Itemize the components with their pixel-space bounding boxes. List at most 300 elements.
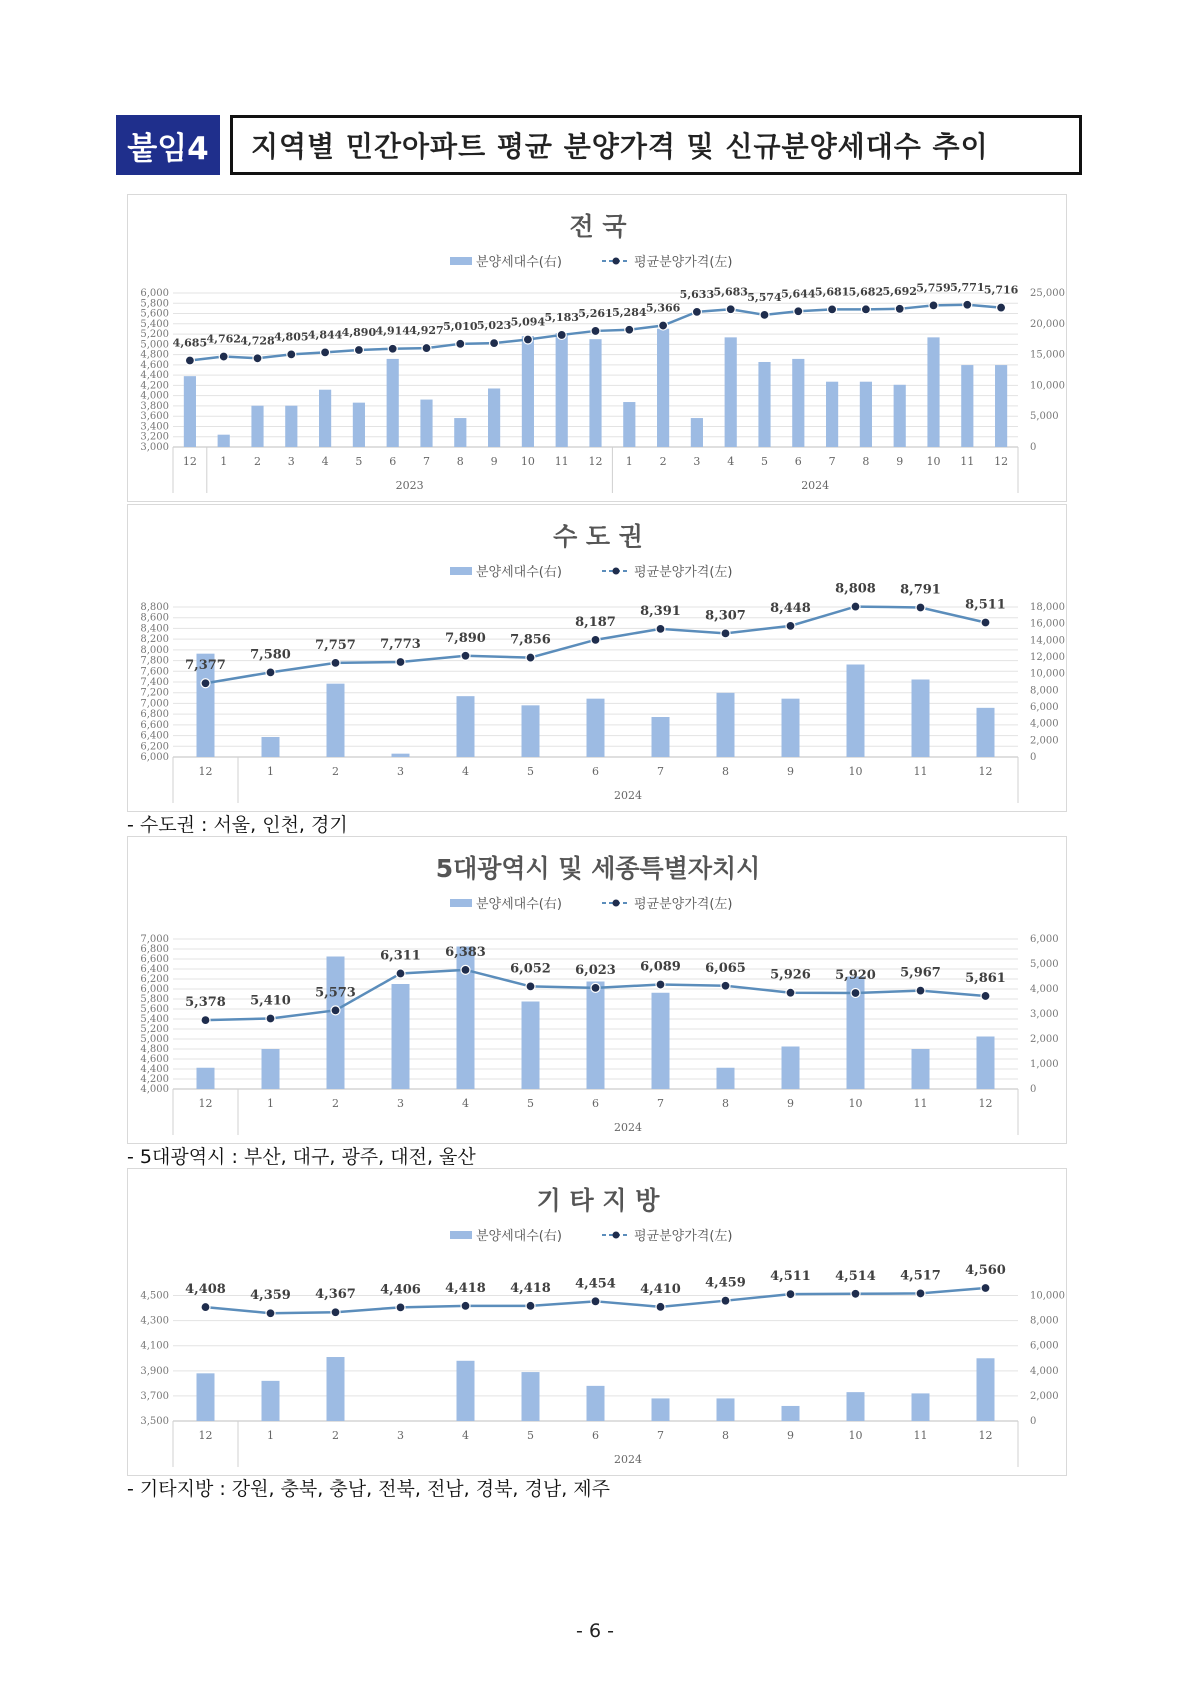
bar: [522, 1002, 540, 1090]
bar: [717, 1068, 735, 1089]
line-point: [591, 635, 600, 644]
x-tick-label: 12: [198, 1429, 213, 1442]
bar: [587, 699, 605, 757]
bar: [522, 336, 534, 447]
x-tick-label: 9: [896, 455, 904, 468]
x-tick-label: 3: [397, 1429, 404, 1442]
note-other: - 기타지방 : 강원, 충북, 충남, 전북, 전남, 경북, 경남, 제주: [127, 1478, 611, 1500]
bar: [927, 337, 939, 447]
left-axis-tick-label: 3,500: [140, 1416, 169, 1427]
line-point: [266, 1014, 275, 1023]
right-axis-tick-label: 10,000: [1030, 668, 1065, 680]
line-point: [523, 335, 532, 344]
line-point: [591, 1297, 600, 1306]
data-label: 5,692: [882, 284, 917, 298]
x-tick-label: 9: [490, 455, 498, 468]
page-number: - 6 -: [576, 1620, 614, 1642]
line-point: [201, 1303, 210, 1312]
right-axis-tick-label: 8,000: [1030, 1315, 1059, 1327]
chart-capital: [128, 505, 1068, 813]
data-label: 8,448: [770, 600, 811, 616]
bar: [387, 359, 399, 447]
line-point: [591, 983, 600, 992]
line-point: [981, 1284, 990, 1293]
data-label: 5,573: [315, 985, 356, 1001]
legend-line-marker: [613, 568, 620, 575]
x-tick-label: 1: [267, 765, 274, 778]
bar: [392, 984, 410, 1089]
line-point: [388, 344, 397, 353]
bar: [894, 385, 906, 447]
line-point: [266, 1309, 275, 1318]
left-axis-tick-label: 3,600: [140, 411, 169, 423]
bar: [457, 696, 475, 757]
bar: [758, 362, 770, 447]
bar: [327, 684, 345, 757]
bar: [454, 418, 466, 447]
data-label: 7,580: [250, 647, 291, 663]
chart-panel-metro: [127, 836, 1067, 1144]
data-label: 5,261: [578, 306, 613, 320]
x-tick-label: 12: [182, 455, 197, 468]
left-axis-tick-label: 7,600: [140, 666, 169, 678]
x-tick-label: 2: [659, 455, 667, 468]
left-axis-tick-label: 5,000: [140, 339, 169, 351]
data-label: 8,187: [575, 614, 616, 630]
data-label: 4,410: [640, 1281, 681, 1297]
x-tick-label: 3: [397, 765, 404, 778]
left-axis-tick-label: 5,400: [140, 1014, 169, 1025]
x-tick-label: 9: [787, 1097, 794, 1110]
legend-line-label: 평균분양가격(左): [634, 565, 733, 580]
data-label: 5,682: [848, 285, 884, 299]
x-tick-label: 6: [592, 1097, 599, 1110]
line-point: [851, 602, 860, 611]
x-tick-label: 5: [527, 1429, 534, 1442]
line-point: [786, 621, 795, 630]
group-label: 2024: [801, 479, 830, 492]
data-label: 5,771: [950, 280, 985, 294]
bar: [587, 982, 605, 1090]
bar: [847, 1392, 865, 1421]
left-axis-tick-label: 4,800: [140, 1044, 169, 1055]
data-label: 4,890: [341, 325, 377, 339]
bar: [488, 388, 500, 447]
legend-bar-swatch: [450, 1231, 472, 1239]
data-label: 5,861: [965, 970, 1006, 986]
bar: [826, 382, 838, 447]
data-label: 5,759: [916, 281, 951, 295]
x-tick-label: 1: [625, 455, 633, 468]
note-capital: - 수도권 : 서울, 인천, 경기: [127, 814, 348, 836]
legend-line-label: 평균분양가격(左): [634, 1229, 733, 1244]
data-label: 5,410: [250, 993, 291, 1009]
left-axis-tick-label: 6,400: [140, 730, 169, 742]
data-label: 4,844: [307, 328, 343, 342]
legend-line-label: 평균분양가격(左): [634, 255, 733, 270]
x-tick-label: 8: [722, 1429, 729, 1442]
data-label: 4,685: [172, 336, 208, 350]
line-point: [786, 1290, 795, 1299]
line-point: [557, 330, 566, 339]
bar: [977, 1358, 995, 1421]
bar: [782, 699, 800, 757]
left-axis-tick-label: 4,300: [140, 1315, 169, 1327]
data-label: 7,377: [185, 658, 226, 674]
bar: [197, 1373, 215, 1421]
x-tick-label: 12: [978, 765, 993, 778]
left-axis-tick-label: 3,700: [140, 1390, 169, 1402]
x-tick-label: 2: [254, 455, 261, 468]
data-label: 5,920: [835, 968, 876, 983]
right-axis-tick-label: 4,000: [1030, 1365, 1059, 1377]
data-label: 5,644: [781, 287, 816, 301]
left-axis-tick-label: 7,000: [140, 934, 169, 945]
data-label: 5,010: [443, 319, 478, 333]
data-label: 4,728: [240, 334, 275, 348]
data-label: 6,052: [510, 961, 551, 977]
x-tick-label: 7: [657, 1429, 664, 1442]
x-tick-label: 6: [794, 455, 802, 468]
legend-bar-label: 분양세대수(右): [476, 255, 562, 270]
line-point: [201, 1016, 210, 1025]
group-label: 2024: [614, 789, 642, 802]
bar: [623, 402, 635, 447]
page-header: [116, 115, 1084, 175]
line-point: [526, 653, 535, 662]
bar: [725, 337, 737, 447]
data-label: 4,459: [705, 1275, 746, 1291]
data-label: 5,926: [770, 967, 811, 983]
data-label: 5,094: [510, 315, 546, 329]
line-point: [461, 651, 470, 660]
line-point: [786, 988, 795, 997]
page-title: 지역별 민간아파트 평균 분양가격 및 신규분양세대수 추이: [230, 115, 1082, 175]
line-point: [490, 339, 499, 348]
right-axis-tick-label: 0: [1030, 1084, 1037, 1095]
bar: [319, 390, 331, 447]
chart-panel-capital: [127, 504, 1067, 812]
data-label: 8,307: [705, 608, 746, 624]
right-axis-tick-label: 0: [1030, 1416, 1037, 1427]
line-point: [396, 1303, 405, 1312]
right-axis-tick-label: 3,000: [1030, 1009, 1059, 1020]
legend-line-marker: [613, 1232, 620, 1239]
group-label: 2024: [614, 1453, 642, 1466]
x-tick-label: 12: [978, 1097, 993, 1110]
left-axis-tick-label: 5,400: [140, 318, 169, 330]
line-point: [396, 658, 405, 667]
left-axis-tick-label: 7,000: [140, 698, 169, 710]
chart-title: 수 도 권: [553, 522, 643, 551]
data-label: 5,366: [645, 301, 681, 315]
line-point: [997, 303, 1006, 312]
right-axis-tick-label: 15,000: [1030, 349, 1065, 361]
line-point: [692, 307, 701, 316]
data-label: 4,927: [409, 324, 444, 338]
x-tick-label: 10: [520, 455, 535, 468]
chart-title: 기 타 지 방: [536, 1186, 660, 1215]
left-axis-tick-label: 5,000: [140, 1034, 169, 1045]
x-tick-label: 12: [198, 1097, 213, 1110]
data-label: 5,284: [612, 305, 647, 319]
right-axis-tick-label: 18,000: [1030, 602, 1065, 613]
bar: [262, 737, 280, 757]
data-label: 5,683: [713, 285, 748, 299]
left-axis-tick-label: 4,000: [140, 390, 169, 402]
line-point: [456, 339, 465, 348]
line-point: [201, 679, 210, 688]
x-tick-label: 9: [787, 765, 794, 778]
data-label: 4,560: [965, 1263, 1006, 1279]
bar: [522, 1372, 540, 1421]
left-axis-tick-label: 4,000: [140, 1084, 169, 1095]
bar: [353, 403, 365, 447]
line-point: [794, 307, 803, 316]
data-label: 7,757: [315, 637, 356, 653]
left-axis-tick-label: 8,600: [140, 612, 169, 624]
chart-panel-national: [127, 194, 1067, 502]
left-axis-tick-label: 3,400: [140, 421, 169, 433]
x-tick-label: 8: [862, 455, 870, 468]
bar: [977, 708, 995, 757]
left-axis-tick-label: 6,600: [140, 954, 169, 965]
bar: [995, 365, 1007, 447]
right-axis-tick-label: 4,000: [1030, 718, 1059, 730]
x-tick-label: 3: [287, 455, 295, 468]
line-point: [656, 980, 665, 989]
x-tick-label: 7: [657, 765, 664, 778]
right-axis-tick-label: 10,000: [1030, 1290, 1065, 1302]
data-label: 8,791: [900, 582, 941, 598]
x-tick-label: 5: [761, 455, 768, 468]
left-axis-tick-label: 5,600: [140, 1004, 169, 1015]
line-point: [726, 305, 735, 314]
right-axis-tick-label: 16,000: [1030, 618, 1065, 630]
right-axis-tick-label: 5,000: [1030, 959, 1059, 970]
right-axis-tick-label: 6,000: [1030, 1340, 1059, 1352]
left-axis-tick-label: 3,000: [140, 442, 169, 453]
left-axis-tick-label: 4,200: [140, 380, 169, 392]
line-point: [591, 326, 600, 335]
left-axis-tick-label: 4,500: [140, 1290, 169, 1302]
bar: [860, 382, 872, 447]
bar: [457, 1361, 475, 1421]
x-tick-label: 4: [321, 455, 329, 468]
x-tick-label: 8: [456, 455, 464, 468]
line-point: [331, 1308, 340, 1317]
line-point: [526, 982, 535, 991]
data-label: 7,856: [510, 632, 551, 648]
right-axis-tick-label: 6,000: [1030, 702, 1059, 713]
right-axis-tick-label: 6,000: [1030, 934, 1059, 945]
left-axis-tick-label: 5,200: [140, 329, 169, 341]
right-axis-tick-label: 20,000: [1030, 318, 1065, 330]
x-tick-label: 2: [332, 1097, 339, 1110]
right-axis-tick-label: 12,000: [1030, 652, 1065, 663]
x-tick-label: 11: [913, 765, 928, 778]
x-tick-label: 3: [397, 1097, 404, 1110]
left-axis-tick-label: 3,900: [140, 1365, 169, 1377]
left-axis-tick-label: 8,000: [140, 644, 169, 656]
line-point: [916, 1289, 925, 1298]
x-tick-label: 7: [657, 1097, 664, 1110]
attachment-badge: 붙임4: [116, 115, 220, 175]
line-point: [861, 305, 870, 314]
left-axis-tick-label: 5,200: [140, 1024, 169, 1035]
data-label: 5,633: [679, 287, 715, 301]
x-tick-label: 5: [527, 1097, 534, 1110]
line-point: [721, 981, 730, 990]
chart-national: [128, 195, 1068, 503]
left-axis-tick-label: 4,100: [140, 1340, 169, 1352]
left-axis-tick-label: 8,800: [140, 602, 169, 613]
bar: [251, 406, 263, 447]
data-label: 6,383: [445, 944, 486, 960]
bar: [327, 1357, 345, 1421]
x-tick-label: 12: [588, 455, 603, 468]
right-axis-tick-label: 10,000: [1030, 380, 1065, 392]
right-axis-tick-label: 2,000: [1030, 735, 1059, 747]
left-axis-tick-label: 5,800: [140, 994, 169, 1005]
x-tick-label: 12: [994, 455, 1009, 468]
right-axis-tick-label: 25,000: [1030, 288, 1065, 299]
data-label: 4,511: [770, 1269, 811, 1285]
x-tick-label: 1: [267, 1429, 274, 1442]
x-tick-label: 4: [462, 765, 469, 778]
line-point: [422, 344, 431, 353]
data-label: 4,762: [206, 332, 241, 346]
legend-bar-swatch: [450, 567, 472, 575]
line-point: [963, 300, 972, 309]
bar: [652, 993, 670, 1089]
right-axis-tick-label: 2,000: [1030, 1390, 1059, 1402]
data-label: 5,967: [900, 965, 941, 981]
left-axis-tick-label: 6,200: [140, 974, 169, 985]
line-point: [219, 352, 228, 361]
bar: [285, 406, 297, 447]
x-tick-label: 4: [727, 455, 735, 468]
line-point: [916, 986, 925, 995]
line-point: [760, 310, 769, 319]
bar: [262, 1049, 280, 1089]
right-axis-tick-label: 14,000: [1030, 635, 1065, 647]
line-point: [526, 1301, 535, 1310]
line-point: [354, 345, 363, 354]
data-label: 4,517: [900, 1268, 941, 1284]
bar: [652, 1398, 670, 1421]
line-point: [287, 350, 296, 359]
bar: [717, 693, 735, 757]
x-tick-label: 10: [926, 455, 941, 468]
left-axis-tick-label: 6,800: [140, 709, 169, 721]
x-tick-label: 12: [978, 1429, 993, 1442]
left-axis-tick-label: 5,800: [140, 298, 169, 310]
left-axis-tick-label: 6,000: [140, 984, 169, 995]
line-point: [656, 624, 665, 633]
line-point: [895, 304, 904, 313]
left-axis-tick-label: 7,200: [140, 687, 169, 699]
line-point: [266, 668, 275, 677]
left-axis-tick-label: 4,600: [140, 359, 169, 371]
x-tick-label: 4: [462, 1429, 469, 1442]
right-axis-tick-label: 0: [1030, 752, 1037, 763]
bar: [556, 333, 568, 447]
data-label: 5,183: [544, 310, 579, 324]
left-axis-tick-label: 5,600: [140, 308, 169, 320]
line-point: [185, 356, 194, 365]
x-tick-label: 11: [554, 455, 569, 468]
left-axis-tick-label: 4,200: [140, 1074, 169, 1085]
x-tick-label: 10: [848, 1097, 863, 1110]
line-point: [659, 321, 668, 330]
data-label: 5,681: [814, 285, 850, 299]
line-point: [461, 1301, 470, 1310]
left-axis-tick-label: 8,400: [140, 623, 169, 635]
bar: [657, 329, 669, 447]
bar: [912, 1393, 930, 1421]
left-axis-tick-label: 6,200: [140, 741, 169, 753]
x-tick-label: 7: [423, 455, 430, 468]
line-point: [331, 658, 340, 667]
left-axis-tick-label: 6,400: [140, 964, 169, 975]
bar: [691, 418, 703, 447]
left-axis-tick-label: 4,800: [140, 349, 169, 361]
data-label: 7,890: [445, 630, 486, 646]
right-axis-tick-label: 5,000: [1030, 411, 1059, 423]
data-label: 4,418: [445, 1280, 486, 1296]
data-label: 4,914: [375, 324, 410, 338]
left-axis-tick-label: 3,800: [140, 400, 169, 412]
x-tick-label: 2: [332, 1429, 339, 1442]
data-label: 4,406: [380, 1282, 421, 1298]
x-tick-label: 8: [722, 765, 729, 778]
chart-metro: [128, 837, 1068, 1145]
bar: [184, 376, 196, 447]
left-axis-tick-label: 6,000: [140, 752, 169, 763]
line-point: [981, 618, 990, 627]
legend-line-marker: [613, 900, 620, 907]
x-tick-label: 9: [787, 1429, 794, 1442]
bar: [262, 1381, 280, 1421]
line-point: [929, 301, 938, 310]
data-label: 6,089: [640, 959, 681, 975]
legend-bar-label: 분양세대수(右): [476, 897, 562, 912]
line-point: [721, 629, 730, 638]
right-axis-tick-label: 4,000: [1030, 984, 1059, 995]
data-label: 8,808: [835, 581, 876, 597]
chart-panel-other: [127, 1168, 1067, 1476]
line-point: [656, 1302, 665, 1311]
left-axis-tick-label: 6,000: [140, 288, 169, 299]
x-tick-label: 6: [592, 765, 599, 778]
data-label: 7,773: [380, 637, 421, 653]
line-point: [981, 991, 990, 1000]
chart-other: [128, 1169, 1068, 1477]
data-label: 6,023: [575, 962, 616, 978]
bar: [522, 705, 540, 757]
bar: [977, 1037, 995, 1090]
left-axis-tick-label: 3,200: [140, 431, 169, 443]
bar: [327, 957, 345, 1090]
x-tick-label: 10: [848, 1429, 863, 1442]
left-axis-tick-label: 7,400: [140, 677, 169, 688]
line-point: [828, 305, 837, 314]
left-axis-tick-label: 4,400: [140, 370, 169, 382]
data-label: 4,805: [274, 330, 309, 344]
legend-line-label: 평균분양가격(左): [634, 897, 733, 912]
data-label: 8,511: [965, 597, 1006, 613]
